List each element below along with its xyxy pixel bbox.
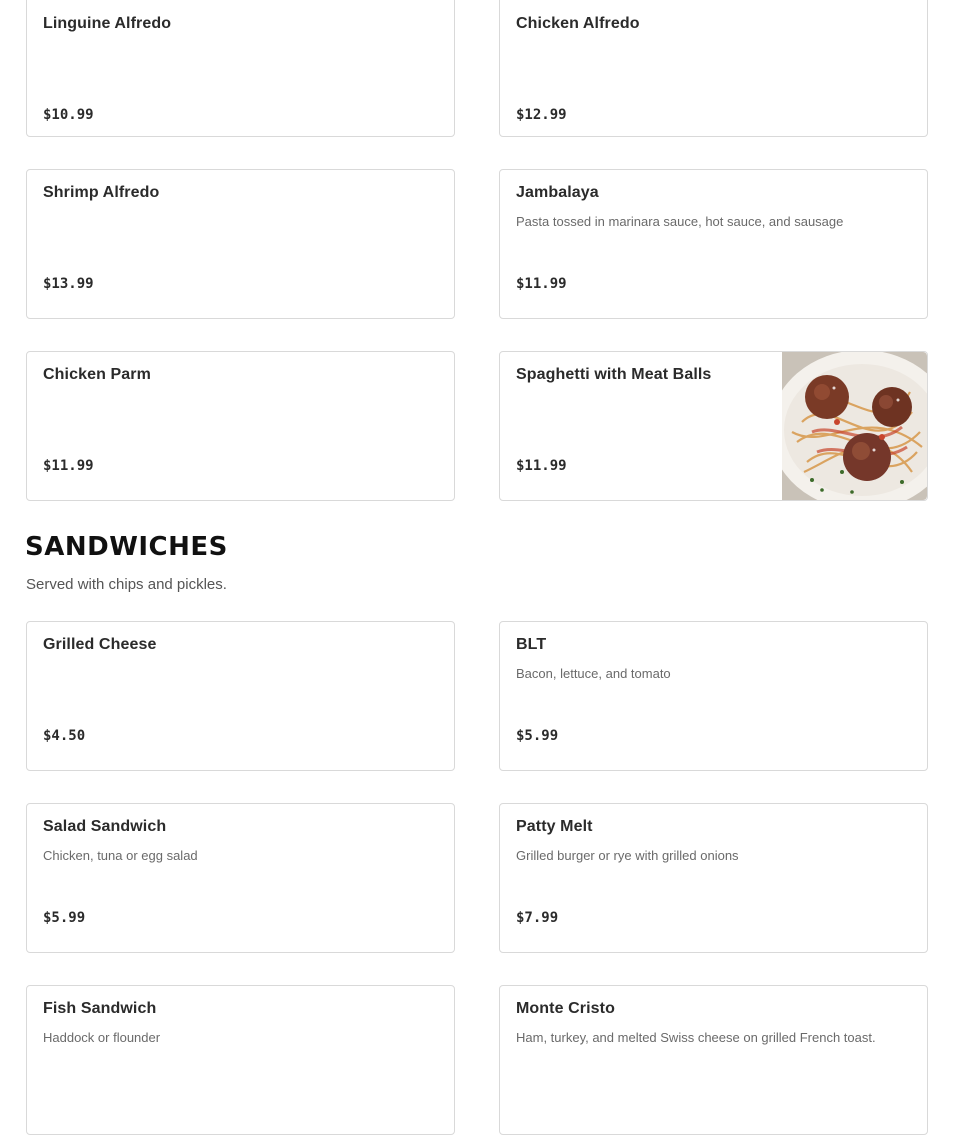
item-name: Spaghetti with Meat Balls <box>516 366 712 383</box>
menu-item-card[interactable] <box>499 803 928 953</box>
item-name: Salad Sandwich <box>43 818 167 835</box>
section-subtitle: Served with chips and pickles. <box>26 576 227 593</box>
item-price: $5.99 <box>516 728 559 744</box>
item-description: Chicken, tuna or egg salad <box>43 848 198 863</box>
item-name: Chicken Parm <box>43 366 151 383</box>
item-name: Grilled Cheese <box>43 636 157 653</box>
item-name: Monte Cristo <box>516 1000 615 1017</box>
item-price: $11.99 <box>516 276 567 292</box>
item-name: BLT <box>516 636 547 653</box>
menu-item-card[interactable] <box>26 621 455 771</box>
item-description: Pasta tossed in marinara sauce, hot sauce, and sausage <box>516 214 844 229</box>
menu-item-card[interactable] <box>26 803 455 953</box>
menu-item-card[interactable] <box>26 169 455 319</box>
item-price: $10.99 <box>43 107 94 123</box>
menu-item-card[interactable] <box>499 985 928 1135</box>
menu-item-card[interactable] <box>499 351 928 501</box>
item-price: $7.99 <box>516 910 559 926</box>
item-price: $5.99 <box>43 910 86 926</box>
section-title: SANDWICHES <box>25 532 228 562</box>
item-price: $11.99 <box>43 458 94 474</box>
menu-item-card[interactable] <box>26 985 455 1135</box>
item-price: $12.99 <box>516 107 567 123</box>
item-name: Jambalaya <box>516 184 599 201</box>
food-photo-illustration <box>782 352 927 500</box>
spaghetti-meatballs-image <box>782 352 927 500</box>
item-price: $11.99 <box>516 458 567 474</box>
item-name: Patty Melt <box>516 818 593 835</box>
item-price: $13.99 <box>43 276 94 292</box>
item-name: Linguine Alfredo <box>43 15 172 32</box>
menu-item-card[interactable] <box>499 169 928 319</box>
item-description: Haddock or flounder <box>43 1030 161 1045</box>
item-description: Ham, turkey, and melted Swiss cheese on grilled French toast. <box>516 1030 876 1045</box>
menu-item-card[interactable] <box>26 351 455 501</box>
item-name: Chicken Alfredo <box>516 15 640 32</box>
menu-item-card[interactable] <box>499 621 928 771</box>
item-price: $4.50 <box>43 728 86 744</box>
menu-item-card[interactable] <box>26 0 455 137</box>
item-description: Grilled burger or rye with grilled onions <box>516 848 739 863</box>
item-name: Shrimp Alfredo <box>43 184 160 201</box>
item-description: Bacon, lettuce, and tomato <box>516 666 671 681</box>
item-name: Fish Sandwich <box>43 1000 157 1017</box>
menu-item-card[interactable] <box>499 0 928 137</box>
